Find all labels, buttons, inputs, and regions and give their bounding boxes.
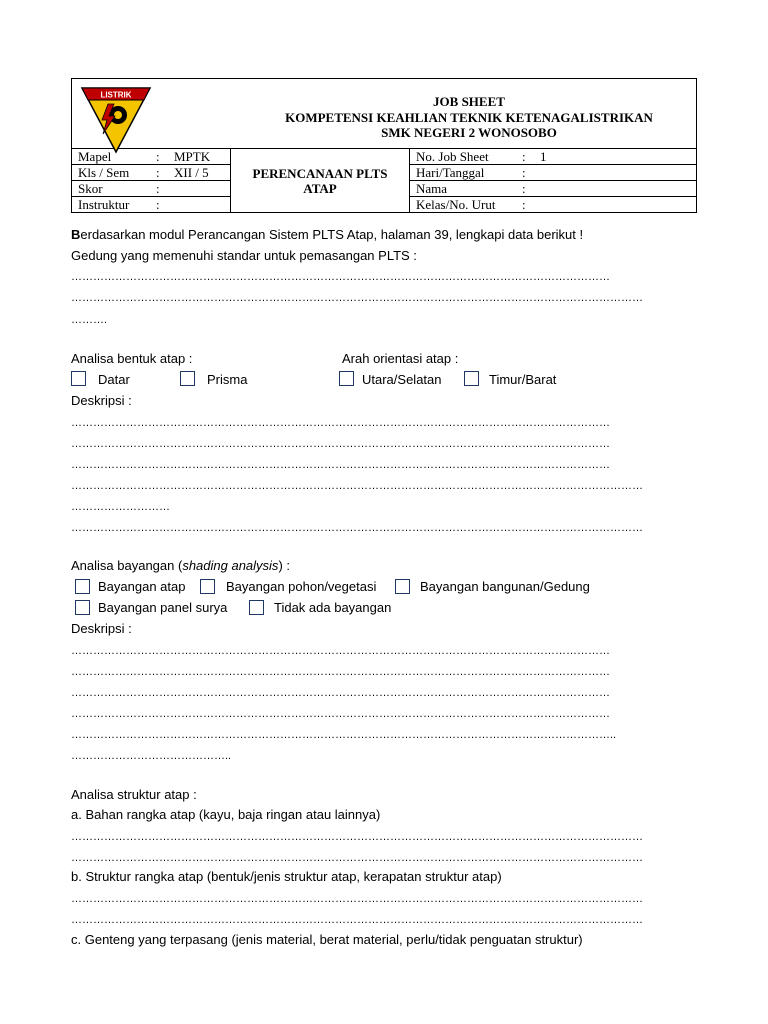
field-kls-sem: Kls / Sem : XII / 5	[72, 165, 231, 181]
option-prisma: Prisma	[207, 372, 248, 387]
answer-line[interactable]: …………………………………………………………………………………………………………………………………………	[71, 914, 643, 926]
field-kelas-no-urut: Kelas/No. Urut :	[416, 197, 526, 212]
answer-line[interactable]: …………………………………………………………………………………………………………………………………	[71, 645, 610, 657]
field-no-job-sheet: No. Job Sheet : 1	[410, 149, 697, 165]
structure-item-c: c. Genteng yang terpasang (jenis material, berat material, perlu/tidak penguatan struktur)	[71, 932, 583, 947]
answer-line[interactable]: ……………………………………..	[71, 750, 232, 762]
answer-line[interactable]: …………………………………………………………………………………………………………………………………………	[71, 893, 643, 905]
header-title-row	[72, 79, 696, 149]
answer-line[interactable]: …………………………………………………………………………………………………………………………………	[71, 438, 610, 450]
answer-line[interactable]: …………………………………………………………………………………………………………………………………	[71, 417, 610, 429]
answer-line[interactable]: …………………………………………………………………………………………………………………………………	[71, 271, 610, 283]
answer-line[interactable]: …………………………………………………………………………………………………………………………………………	[71, 522, 643, 534]
topic-cell	[231, 149, 410, 212]
structure-item-b: b. Struktur rangka atap (bentuk/jenis struktur atap, kerapatan struktur atap)	[71, 869, 502, 884]
description-label: Deskripsi :	[71, 393, 132, 408]
answer-line[interactable]: ……….	[71, 314, 108, 326]
checkbox-prisma[interactable]	[180, 371, 195, 386]
answer-line[interactable]: …………………………………………………………………………………………………………………………………	[71, 459, 610, 471]
field-nama: Nama :	[410, 181, 697, 197]
structure-label: Analisa struktur atap :	[71, 787, 197, 802]
question-building: Gedung yang memenuhi standar untuk pemasangan PLTS :	[71, 248, 417, 263]
shading-label: Analisa bayangan (shading analysis) :	[71, 558, 290, 573]
checkbox-datar[interactable]	[71, 371, 86, 386]
checkbox-tidak-ada-bayangan[interactable]	[249, 600, 264, 615]
option-timur-barat: Timur/Barat	[489, 372, 557, 387]
intro-instruction: Berdasarkan modul Perancangan Sistem PLTS Atap, halaman 39, lengkapi data berikut !	[71, 227, 584, 242]
field-instruktur: Instruktur :	[78, 197, 160, 212]
checkbox-utara-selatan[interactable]	[339, 371, 354, 386]
job-sheet-title: JOB SHEET	[433, 94, 505, 109]
structure-item-a: a. Bahan rangka atap (kayu, baja ringan atau lainnya)	[71, 807, 381, 822]
checkbox-bayangan-atap[interactable]	[75, 579, 90, 594]
description-label: Deskripsi :	[71, 621, 132, 636]
orientation-label: Arah orientasi atap :	[342, 351, 459, 366]
option-bayangan-bangunan: Bayangan bangunan/Gedung	[420, 579, 590, 594]
answer-line[interactable]: …………………………………………………………………………………………………………………………………………	[71, 292, 643, 304]
answer-line[interactable]: …………………………………………………………………………………………………………………………………	[71, 708, 610, 720]
roof-shape-label: Analisa bentuk atap :	[71, 351, 193, 366]
field-skor: Skor :	[72, 181, 231, 197]
option-tidak-ada-bayangan: Tidak ada bayangan	[274, 600, 392, 615]
answer-line[interactable]: …………………………………………………………………………………………………………………………………………	[71, 852, 643, 864]
header-info-table	[72, 149, 696, 212]
option-bayangan-panel: Bayangan panel surya	[98, 600, 228, 615]
checkbox-bayangan-pohon[interactable]	[200, 579, 215, 594]
answer-line[interactable]: …………………………………………………………………………………………………………………………………	[71, 666, 610, 678]
option-datar: Datar	[98, 372, 130, 387]
topic-line2: ATAP	[303, 180, 337, 196]
checkbox-bayangan-bangunan[interactable]	[395, 579, 410, 594]
field-mapel: Mapel : MPTK	[72, 149, 231, 165]
answer-line[interactable]: …………………………………………………………………………………………………………………………………..	[71, 729, 617, 741]
checkbox-bayangan-panel[interactable]	[75, 600, 90, 615]
logo-text: LISTRIK	[100, 90, 132, 100]
field-hari-tanggal: Hari/Tanggal :	[410, 165, 697, 181]
option-utara-selatan: Utara/Selatan	[362, 372, 442, 387]
answer-line[interactable]: …………………………………………………………………………………………………………………………………………	[71, 480, 643, 492]
checkbox-timur-barat[interactable]	[464, 371, 479, 386]
answer-line[interactable]: …………………………………………………………………………………………………………………………………………	[71, 831, 643, 843]
answer-line[interactable]: ………………………	[71, 501, 170, 513]
answer-line[interactable]: …………………………………………………………………………………………………………………………………	[71, 687, 610, 699]
option-bayangan-atap: Bayangan atap	[98, 579, 186, 594]
job-sheet-header	[71, 78, 697, 213]
school-title: SMK NEGERI 2 WONOSOBO	[381, 125, 557, 140]
competency-title: KOMPETENSI KEAHLIAN TEKNIK KETENAGALISTRIKAN	[285, 109, 653, 125]
topic-line1: PERENCANAAN PLTS	[252, 165, 388, 181]
option-bayangan-pohon: Bayangan pohon/vegetasi	[226, 579, 377, 594]
header-titles	[72, 94, 696, 141]
